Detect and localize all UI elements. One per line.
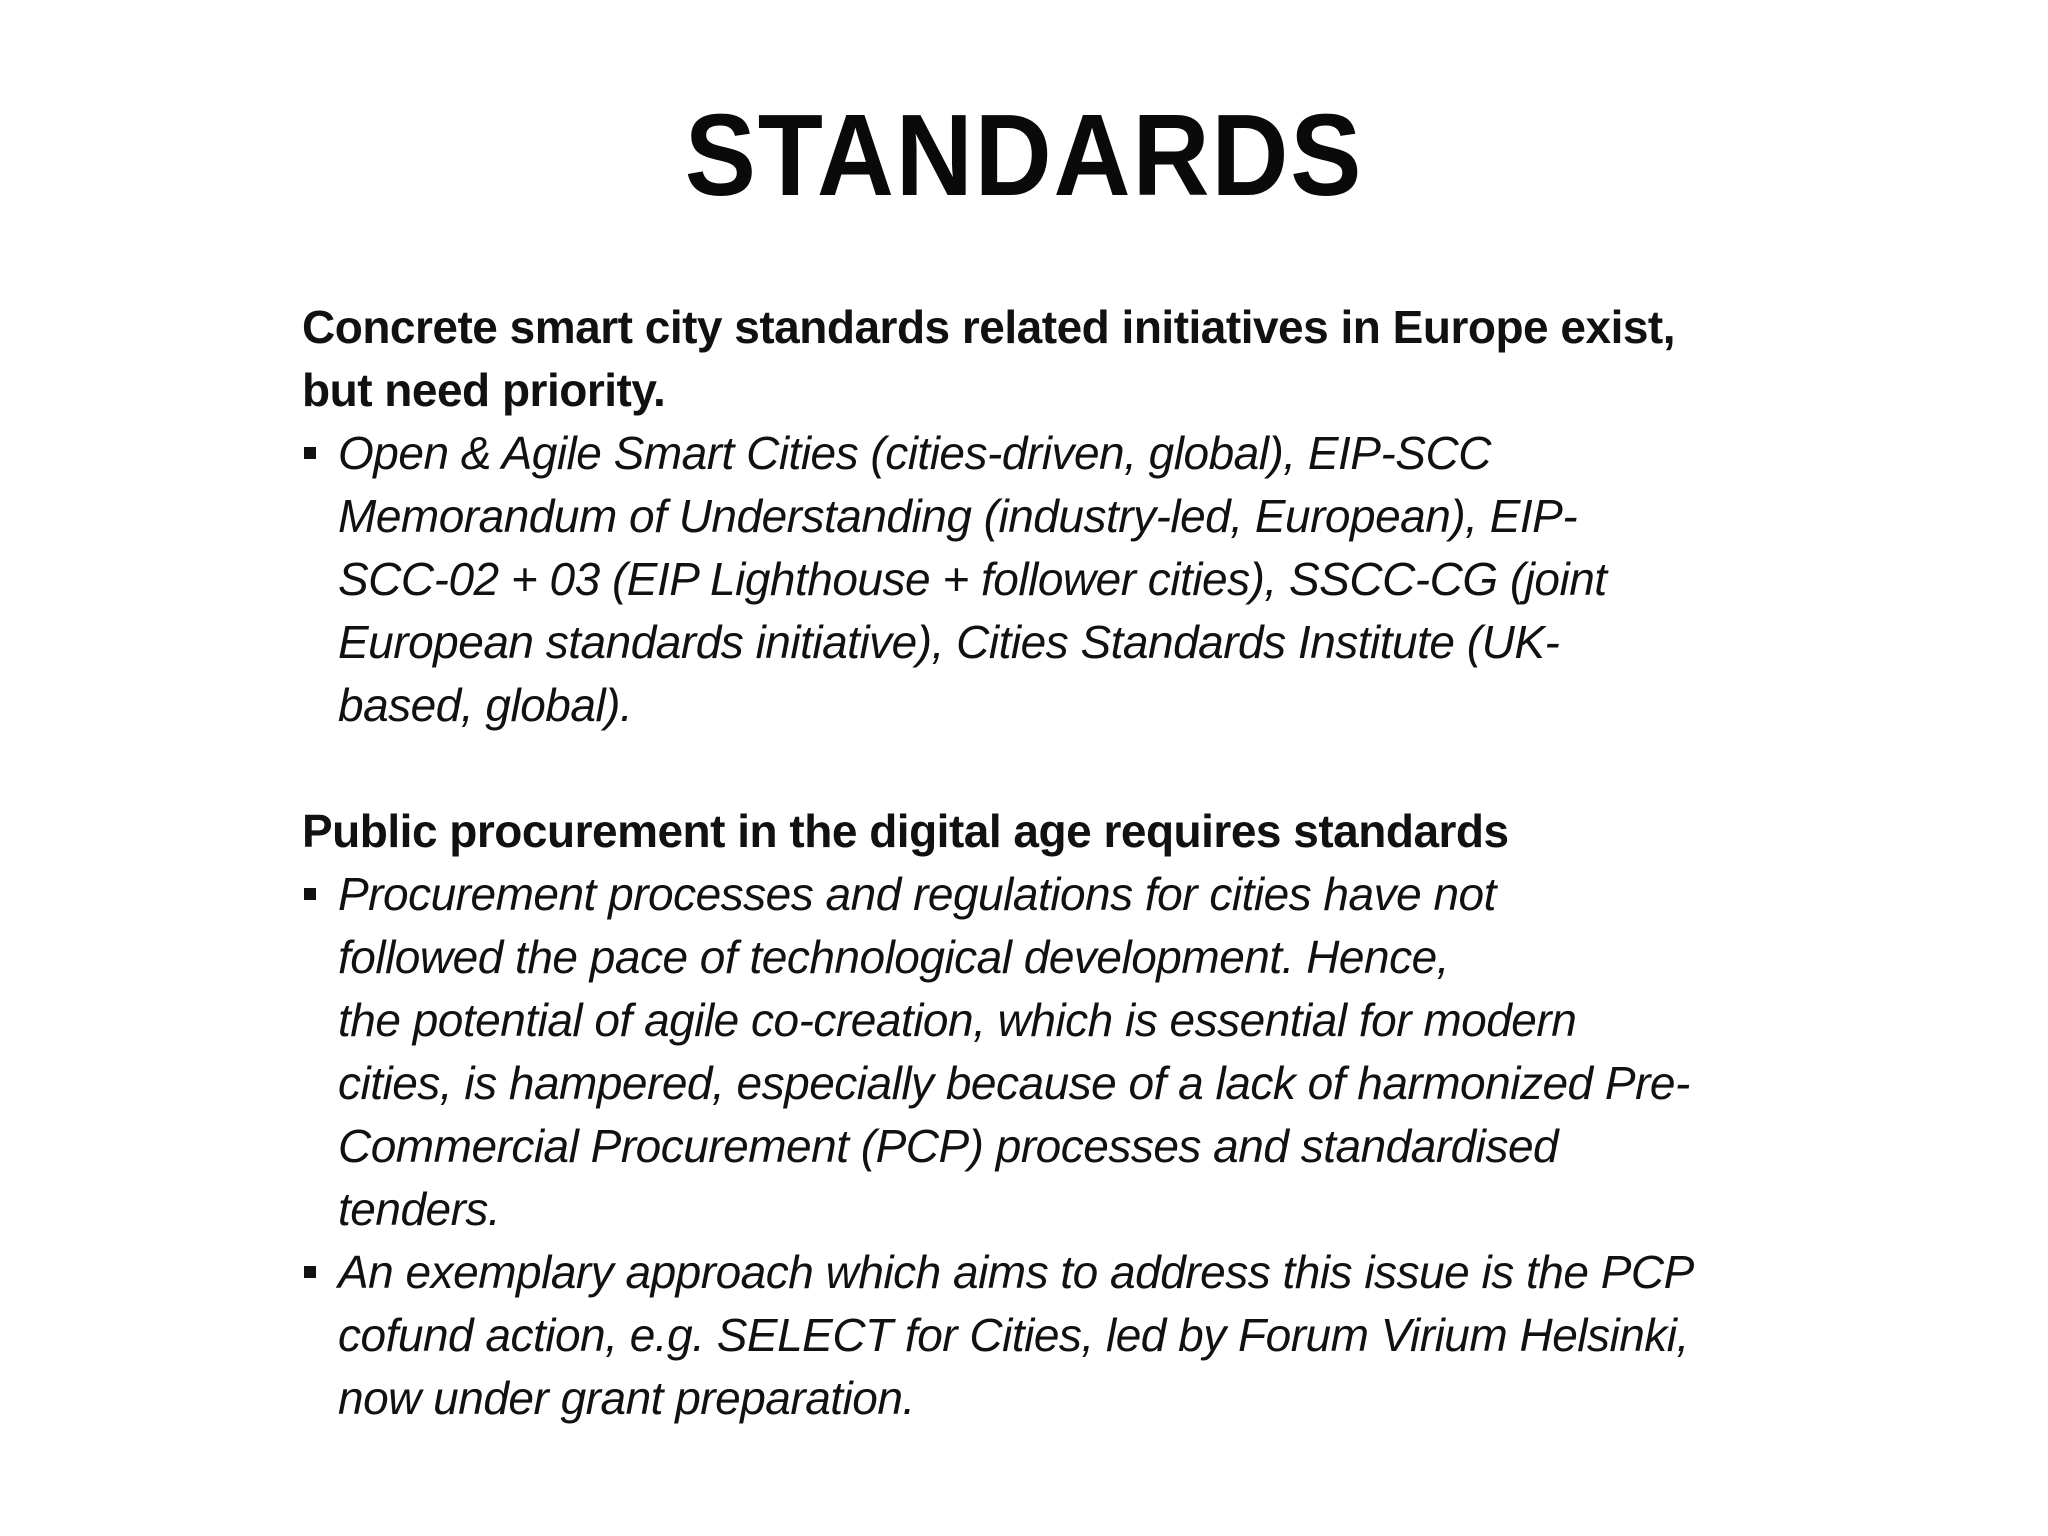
heading-line: Concrete smart city standards related initiatives in Europe exist, xyxy=(302,301,1676,353)
bullet-line: An exemplary approach which aims to address this issue is the PCP xyxy=(338,1246,1694,1298)
bullet-line: cities, is hampered, especially because of a lack of harmonized Pre- xyxy=(338,1057,1690,1109)
bullet-line: cofund action, e.g. SELECT for Cities, led by Forum Virium Helsinki, xyxy=(338,1309,1689,1361)
heading-line: but need priority. xyxy=(302,364,666,416)
list-item xyxy=(302,1241,1802,1430)
section-heading xyxy=(302,296,1802,422)
slide-body xyxy=(302,296,1802,1430)
bullet-line: now under grant preparation. xyxy=(338,1372,915,1424)
heading-line: Public procurement in the digital age requires standards xyxy=(302,805,1509,857)
section-public-procurement xyxy=(302,800,1802,1430)
section-spacer xyxy=(302,737,1802,800)
section-standards-initiatives xyxy=(302,296,1802,737)
square-bullet-icon xyxy=(304,888,316,900)
bullet-line: Commercial Procurement (PCP) processes and standardised xyxy=(338,1120,1559,1172)
list-item xyxy=(302,863,1802,1241)
square-bullet-icon xyxy=(304,1266,316,1278)
bullet-line: based, global). xyxy=(338,679,633,731)
bullet-line: followed the pace of technological development. Hence, xyxy=(338,931,1449,983)
section-heading xyxy=(302,800,1802,863)
square-bullet-icon xyxy=(304,447,316,459)
bullet-line: Memorandum of Understanding (industry-led, European), EIP- xyxy=(338,490,1578,542)
bullet-line: Open & Agile Smart Cities (cities-driven, global), EIP-SCC xyxy=(338,427,1491,479)
bullet-list xyxy=(302,863,1802,1430)
bullet-line: SCC-02 + 03 (EIP Lighthouse + follower cities), SSCC-CG (joint xyxy=(338,553,1607,605)
bullet-line: European standards initiative), Cities Standards Institute (UK- xyxy=(338,616,1560,668)
bullet-line: the potential of agile co-creation, which is essential for modern xyxy=(338,994,1577,1046)
slide-title: STANDARDS xyxy=(684,90,1364,220)
bullet-line: tenders. xyxy=(338,1183,501,1235)
bullet-line: Procurement processes and regulations for cities have not xyxy=(338,868,1496,920)
list-item xyxy=(302,422,1802,737)
bullet-list xyxy=(302,422,1802,737)
